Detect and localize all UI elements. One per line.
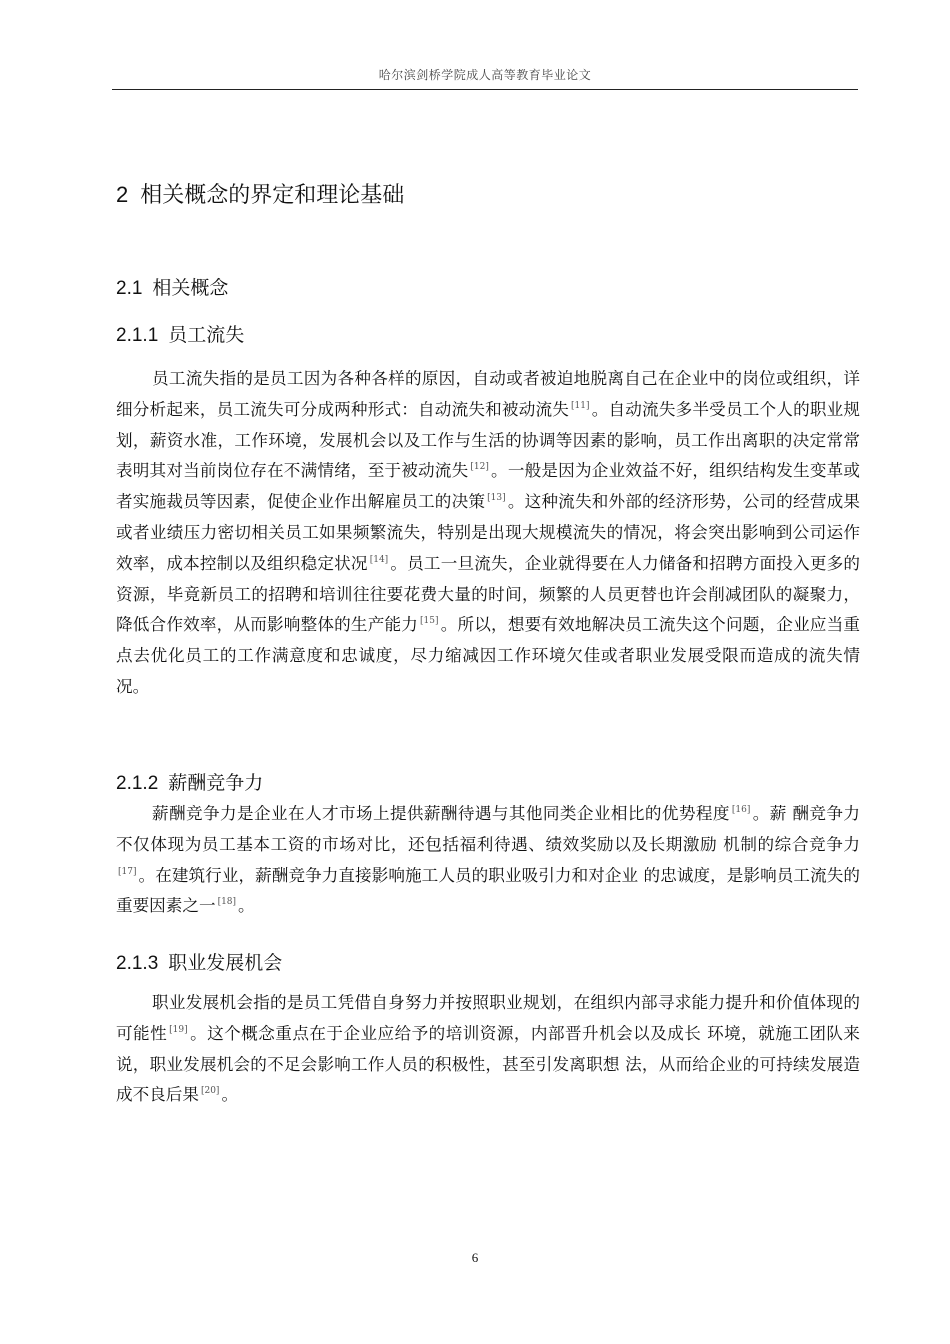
section-title: 相关概念 <box>152 277 229 299</box>
citation[interactable]: [20] <box>200 1086 220 1097</box>
citation[interactable]: [14] <box>369 554 389 565</box>
body-text: 薪酬竞争力是企业在人才市场上提供薪酬待遇与其他同类企业相比的优势程度 <box>152 804 730 823</box>
body-text: 。这个概念重点在于企业应给予的培训资源，内部晋升机会以及成长 环境，就施工团队来说，职业发展机会的不足会影响工作人员的积极性，甚至引发离职想 法，从而给企业的可持续发展造成不良后果 <box>116 1023 861 1105</box>
citation[interactable]: [15] <box>420 616 439 627</box>
chapter-title: 相关概念的界定和理论基础 <box>140 183 405 208</box>
body-text: 员工流失指的是员工因为各种各样的原因，自动或者被迫地脱离自己在企业中的岗位或组织，详细分析起来，员工流失可分成两种形式：自动流失和被动流失 <box>116 369 860 419</box>
body-text: 。所以，想要有效地解决员工流失这个问题，企业应当重点去优化员工的工作满意度和忠诚度，尽力缩减因工作环境欠佳或者职业发展受限而造成的流失情况。 <box>116 615 861 696</box>
body-text: 。员工一旦流失，企业就得要在人力储备和招聘方面投入更多的资源，毕竟新员工的招聘和培训往往要花费大量的时间，频繁的人员更替也许会削减团队的凝聚力，降低合作效率，从而影响整体的生产能力 <box>116 553 861 635</box>
paragraph-employee-turnover <box>116 364 860 703</box>
section-title: 职业发展机会 <box>168 952 283 974</box>
section-number: 2.1.3 <box>116 953 159 974</box>
citation[interactable]: [11] <box>571 400 590 411</box>
body-text: 。一般是因为企业效益不好，组织结构发生变革或者实施裁员等因素，促使企业作出解雇员工的决策 <box>116 461 861 512</box>
chapter-number: 2 <box>116 182 129 207</box>
section-heading-2-1 <box>116 273 228 300</box>
page-number: 6 <box>471 1250 479 1265</box>
body-text: 。在建筑行业，薪酬竞争力直接影响施工人员的职业吸引力和对企业 的忠诚度，是影响员工流失的重要因素之一 <box>116 865 860 916</box>
chapter-heading <box>116 178 404 209</box>
citation[interactable]: [19] <box>169 1024 188 1035</box>
section-number: 2.1.1 <box>116 325 159 346</box>
paragraph-salary-competitiveness <box>116 799 860 922</box>
citation[interactable]: [16] <box>731 805 751 815</box>
running-header: 哈尔滨剑桥学院成人高等教育毕业论文 <box>378 68 592 82</box>
body-text: 。自动流失多半受员工个人的职业规划，薪资水准，工作环境，发展机会以及工作与生活的协调等因素的影响，员工作出离职的决定常常表明其对当前岗位存在不满情绪，至于被动流失 <box>116 399 861 481</box>
section-title: 员工流失 <box>168 324 245 346</box>
citation[interactable]: [13] <box>487 493 506 504</box>
body-text: 。 <box>221 1085 239 1105</box>
section-heading-2-1-1 <box>116 320 244 347</box>
header-rule <box>112 89 858 90</box>
citation[interactable]: [17] <box>118 866 137 877</box>
body-text: 。 <box>238 896 255 916</box>
body-text: 职业发展机会指的是员工凭借自身努力并按照职业规划，在组织内部寻求能力提升和价值体现的可能性 <box>116 993 860 1043</box>
citation[interactable]: [18] <box>217 897 237 908</box>
citation[interactable]: [12] <box>470 462 489 473</box>
body-text: 。这种流失和外部的经济形势，公司的经营成果或者业绩压力密切相关员工如果频繁流失，特别是出现大规模流失的情况，将会突出影响到公司运作效率，成本控制以及组织稳定状况 <box>116 492 861 573</box>
section-number: 2.1 <box>116 278 143 299</box>
section-title: 薪酬竞争力 <box>168 772 264 794</box>
body-text: 。薪 酬竞争力不仅体现为员工基本工资的市场对比，还包括福利待遇、绩效奖励以及长期激励 机制的综合竞争力 <box>116 804 860 854</box>
section-heading-2-1-3 <box>116 948 282 975</box>
section-number: 2.1.2 <box>116 773 159 794</box>
paragraph-career-development <box>116 988 860 1111</box>
section-heading-2-1-2 <box>116 768 263 795</box>
